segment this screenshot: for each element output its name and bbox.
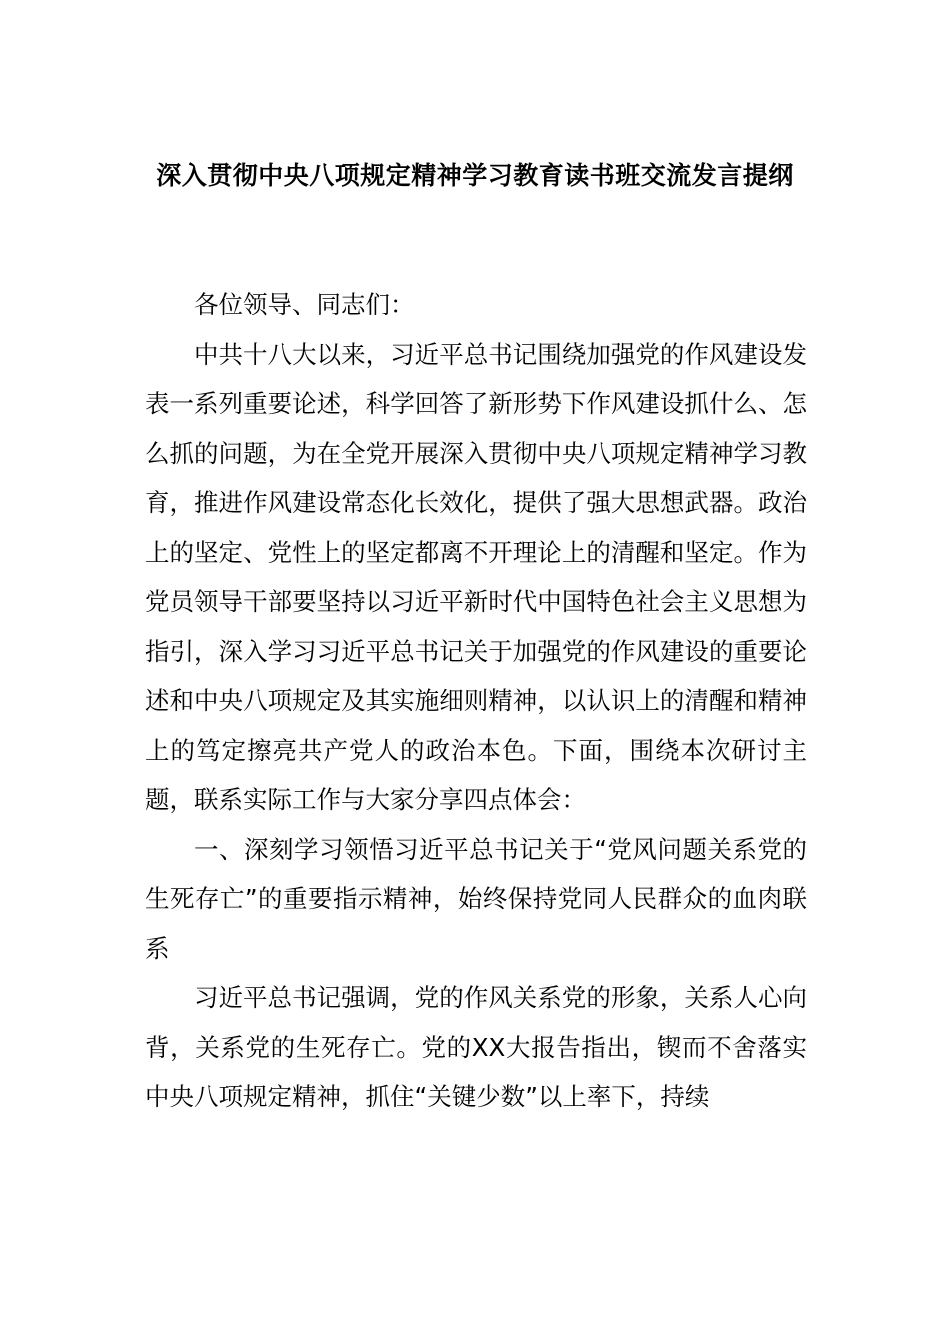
section-paragraph-1: 习近平总书记强调，党的作风关系党的形象，关系人心向背，关系党的生死存亡。党的XX大报告指出，锲而不舍落实中央八项规定精神，抓住“关键少数”以上率下，持续: [145, 983, 807, 1111]
section-heading-1: 一、深刻学习领悟习近平总书记关于“党风问题关系党的生死存亡”的重要指示精神，始终保持党同人民群众的血肉联系: [145, 834, 807, 963]
document-body: [145, 280, 807, 1122]
salutation-paragraph: 各位领导、同志们：: [194, 290, 415, 319]
document-title: 深入贯彻中央八项规定精神学习教育读书班交流发言提纲: [156, 161, 794, 190]
intro-paragraph: 中共十八大以来，习近平总书记围绕加强党的作风建设发表一系列重要论述，科学回答了新形势下作风建设抓什么、怎么抓的问题，为在全党开展深入贯彻中央八项规定精神学习教育，推进作风建设常态化长效化，提供了强大思想武器。政治上的坚定、党性上的坚定都离不开理论上的清醒和坚定。作为党员领导干部要坚持以习近平新时代中国特色社会主义思想为指引，深入学习习近平总书记关于加强党的作风建设的重要论述和中央八项规定及其实施细则精神，以认识上的清醒和精神上的笃定擦亮共产党人的政治本色。下面，围绕本次研讨主题，联系实际工作与大家分享四点体会：: [145, 339, 807, 814]
